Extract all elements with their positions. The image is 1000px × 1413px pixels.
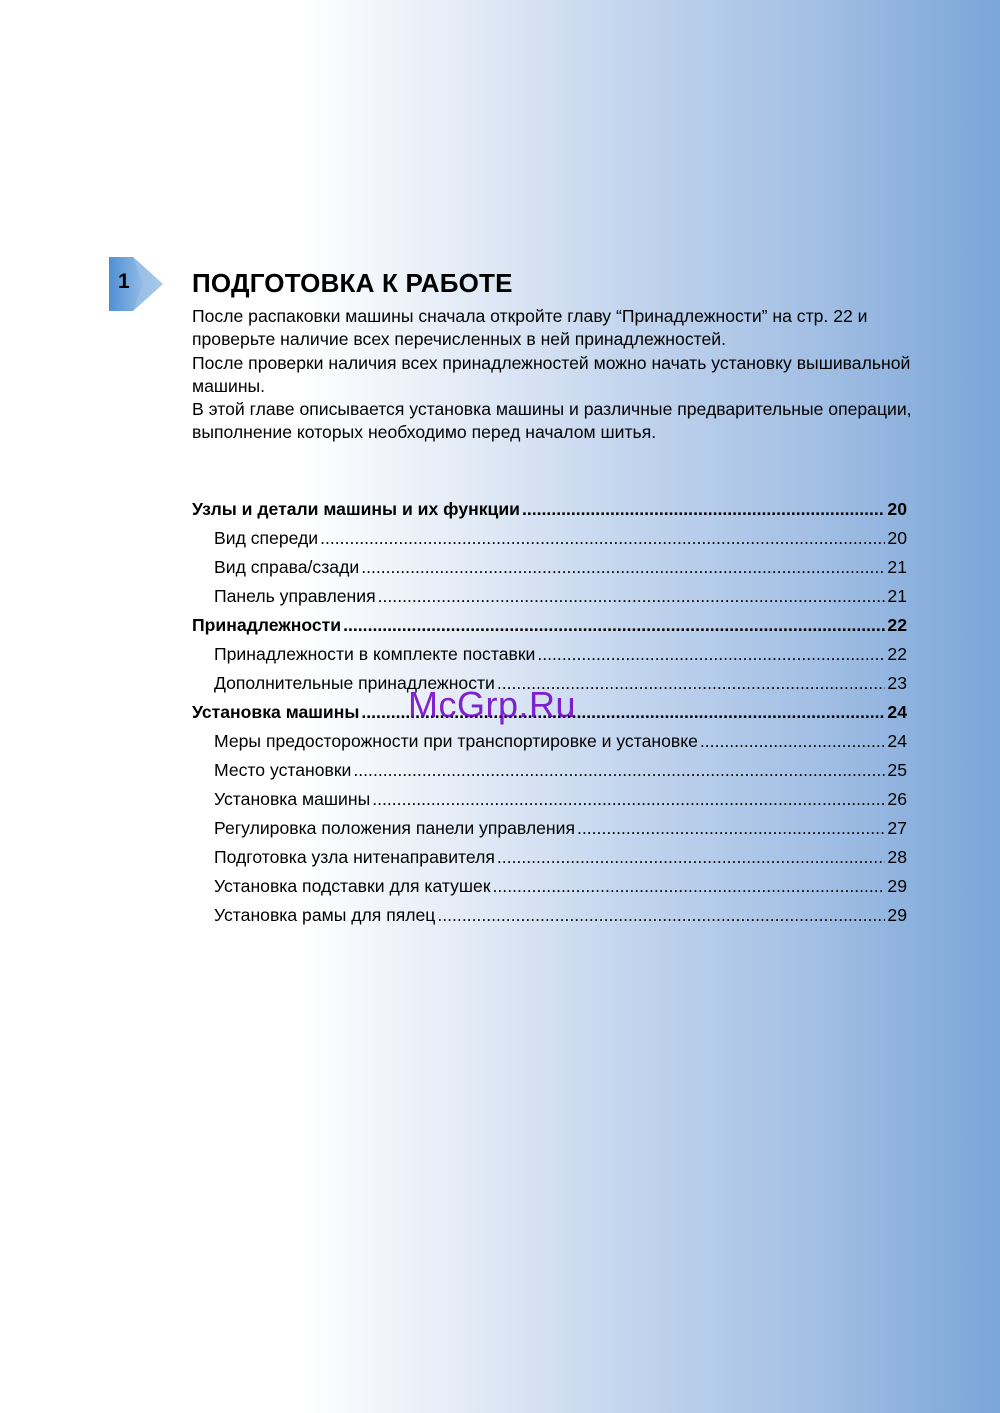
toc-dot-leader: [372, 789, 885, 810]
toc-dot-leader: [353, 760, 885, 781]
toc-entry[interactable]: [192, 905, 907, 934]
toc-dot-leader: [343, 615, 885, 636]
chapter-number: 1: [118, 270, 130, 293]
toc-entry[interactable]: [192, 644, 907, 673]
toc-entry-title: Установка рамы для пялец: [214, 905, 436, 925]
toc-entry-page: 29: [887, 876, 907, 896]
toc-dot-leader: [361, 557, 885, 578]
toc-entry-page: 25: [887, 760, 907, 780]
toc-entry-page: 22: [887, 644, 907, 664]
toc-entry-page: 21: [887, 586, 907, 606]
toc-entry-page: 22: [887, 615, 907, 635]
toc-dot-leader: [378, 586, 886, 607]
watermark: McGrp.Ru: [408, 684, 577, 725]
page-title: ПОДГОТОВКА К РАБОТЕ: [192, 268, 513, 298]
toc-entry[interactable]: [192, 789, 907, 818]
toc-entry-title: Установка подставки для катушек: [214, 876, 491, 896]
toc-entry-page: 26: [887, 789, 907, 809]
toc-dot-leader: [493, 876, 886, 897]
toc-entry-title: Меры предосторожности при транспортировке и установке: [214, 731, 698, 751]
toc-entry-page: 29: [887, 905, 907, 925]
toc-entry[interactable]: [192, 528, 907, 557]
toc-entry-title: Панель управления: [214, 586, 376, 606]
toc-entry[interactable]: [192, 818, 907, 847]
toc-entry-title: Установка машины: [214, 789, 371, 809]
toc-entry-page: 21: [887, 557, 907, 577]
toc-entry-title: Регулировка положения панели управления: [214, 818, 575, 838]
toc-entry[interactable]: [192, 760, 907, 789]
toc-entry[interactable]: [192, 615, 907, 644]
toc-entry[interactable]: [192, 586, 907, 615]
toc-entry-page: 20: [887, 499, 907, 519]
intro-paragraph: В этой главе описывается установка машины и различные предварительные операции, выполнение которых необходимо перед началом шитья.: [192, 399, 912, 443]
toc-entry-title: Место установки: [214, 760, 352, 780]
toc-entry-title: Узлы и детали машины и их функции: [192, 499, 520, 519]
chapter-marker: [109, 257, 179, 313]
toc-dot-leader: [320, 528, 885, 549]
toc-entry[interactable]: [192, 499, 907, 528]
toc-dot-leader: [497, 847, 886, 868]
toc-entry-title: Подготовка узла нитенаправителя: [214, 847, 495, 867]
toc-entry[interactable]: [192, 847, 907, 876]
toc-entry-page: 24: [887, 702, 907, 722]
toc-entry-page: 20: [887, 528, 907, 548]
toc-entry-title: Принадлежности: [192, 615, 342, 635]
toc-entry[interactable]: [192, 731, 907, 760]
intro-paragraph: После распаковки машины сначала откройте главу “Принадлежности” на стр. 22 и проверьте наличие всех перечисленных в ней принадлежностей.: [192, 306, 868, 350]
toc-entry-page: 23: [887, 673, 907, 693]
toc-entry-title: Принадлежности в комплекте поставки: [214, 644, 536, 664]
toc-entry-title: Установка машины: [192, 702, 360, 722]
intro-paragraph: После проверки наличия всех принадлежностей можно начать установку вышивальной машины.: [192, 352, 911, 396]
toc-entry-title: Вид спереди: [214, 528, 319, 548]
toc-entry-page: 27: [887, 818, 907, 838]
toc-dot-leader: [700, 731, 886, 752]
toc-entry-page: 24: [887, 731, 907, 751]
toc-dot-leader: [522, 499, 885, 520]
toc-dot-leader: [437, 905, 885, 926]
toc-entry-title: Вид справа/сзади: [214, 557, 360, 577]
toc-dot-leader: [537, 644, 885, 665]
toc-entry-title: Дополнительные принадлежности: [214, 673, 495, 693]
toc-dot-leader: [577, 818, 885, 839]
toc-entry-page: 28: [887, 847, 907, 867]
toc-entry[interactable]: [192, 876, 907, 905]
toc-entry[interactable]: [192, 557, 907, 586]
chapter-intro: [192, 305, 932, 445]
